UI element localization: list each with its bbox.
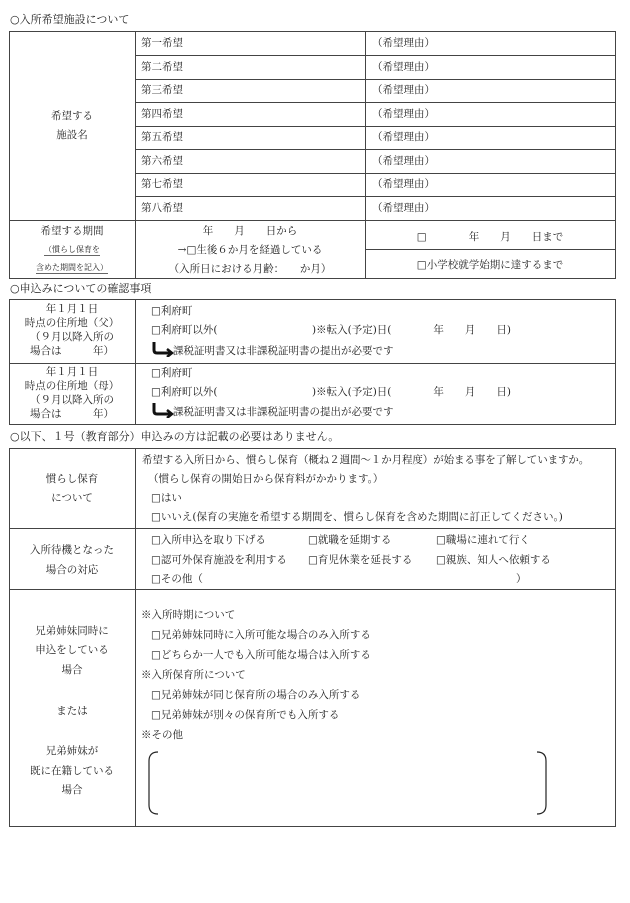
father-label-line: 年１月１日: [45, 303, 99, 315]
section2-heading: ○申込みについての確認事項: [10, 282, 152, 295]
reason-label-3: （希望理由）: [372, 84, 435, 96]
waiting-other-checkbox[interactable]: □その他（: [151, 573, 203, 585]
father-label-line: 場合は 年）: [30, 345, 114, 357]
facility-label-2: 施設名: [56, 129, 88, 141]
father-label-line: 時点の住所地（父）: [24, 317, 120, 329]
nara-no-checkbox[interactable]: □いいえ(保育の実施を希望する期間を、慣らし保育を含めた期間に訂正してください。): [151, 511, 563, 523]
other-heading: ※その他: [141, 729, 183, 741]
period-note-1: （慣らし保育を: [44, 245, 100, 254]
mother-label-line: 時点の住所地（母）: [24, 380, 120, 392]
period-until: □ 年 月 日まで: [416, 231, 564, 243]
table3-sep-1: [9, 528, 616, 529]
nara-question-note: （慣らし保育の開始日から保育料がかかります。）: [148, 473, 384, 485]
place-heading: ※入所保育所について: [141, 669, 246, 681]
table1-col-divider: [135, 31, 136, 278]
mother-rifu-checkbox[interactable]: □利府町: [151, 367, 193, 379]
place-separate-checkbox[interactable]: □兄弟姉妹が別々の保育所でも入所する: [151, 709, 340, 721]
row-sep: [135, 126, 615, 127]
mother-label-line: （９月以降入所の: [30, 394, 114, 406]
table1-top-border: [9, 31, 616, 32]
place-same-checkbox[interactable]: □兄弟姉妹が同じ保育所の場合のみ入所する: [151, 689, 361, 701]
table2-mid-border: [9, 363, 616, 364]
mother-outside-checkbox[interactable]: □利府町以外( )※転入(予定)日( 年 月 日): [151, 386, 511, 398]
waiting-label-2: 場合の対応: [45, 564, 99, 576]
choice-4-label: 第四希望: [141, 108, 183, 120]
period-from: 年 月 日から: [202, 225, 298, 237]
choice-3-label: 第三希望: [141, 84, 183, 96]
period-note-2: 含めた期間を記入）: [36, 263, 108, 272]
period-label: 希望する期間: [40, 225, 104, 237]
reason-label-7: （希望理由）: [372, 178, 435, 190]
reason-label-4: （希望理由）: [372, 108, 435, 120]
section3-heading: ○以下、１号（教育部分）申込みの方は記載の必要はありません。: [10, 430, 340, 443]
other-textarea[interactable]: [146, 750, 549, 816]
table2-bottom-border: [9, 424, 616, 425]
waiting-other-close: ）: [516, 573, 527, 585]
reason-label-2: （希望理由）: [372, 61, 435, 73]
table2-top-border: [9, 299, 616, 300]
timing-heading: ※入所時期について: [141, 609, 236, 621]
siblings-label-or: または: [56, 705, 88, 717]
arrow-icon: [150, 402, 174, 418]
row-sep: [135, 149, 615, 150]
waiting-label-1: 入所待機となった: [30, 544, 114, 556]
mother-label-line: 場合は 年）: [30, 408, 114, 420]
extend-leave-checkbox[interactable]: □育児休業を延長する: [308, 554, 413, 566]
facility-label-1: 希望する: [51, 110, 93, 122]
choice-5-label: 第五希望: [141, 131, 183, 143]
reason-label-1: （希望理由）: [372, 37, 435, 49]
reason-label-6: （希望理由）: [372, 155, 435, 167]
table1-right-border: [615, 31, 616, 278]
siblings-label-1: 兄弟姉妹同時に: [35, 625, 109, 637]
mother-tax-note: 課税証明書又は非課税証明書の提出が必要です: [173, 406, 394, 418]
table1-bottom-border: [9, 278, 616, 279]
period-six-months: →□生後６か月を経過している: [177, 244, 323, 256]
section1-heading: ○入所希望施設について: [10, 13, 130, 26]
table1-left-border: [9, 31, 10, 278]
siblings-label-4: 兄弟姉妹が: [45, 745, 99, 757]
timing-together-checkbox[interactable]: □兄弟姉妹同時に入所可能な場合のみ入所する: [151, 629, 371, 641]
table2-right-border: [615, 299, 616, 424]
siblings-label-3: 場合: [61, 664, 83, 676]
reason-label-8: （希望理由）: [372, 202, 435, 214]
postpone-job-checkbox[interactable]: □就職を延期する: [308, 534, 392, 546]
relatives-checkbox[interactable]: □親族、知人へ依頼する: [436, 554, 551, 566]
period-row-sep: [365, 249, 615, 250]
table3-col-divider: [135, 448, 136, 826]
table3-bottom-border: [9, 826, 616, 827]
choice-2-label: 第二希望: [141, 61, 183, 73]
mother-label-line: 年１月１日: [45, 366, 99, 378]
father-label-line: （９月以降入所の: [30, 331, 114, 343]
row-sep: [135, 55, 615, 56]
siblings-label-5: 既に在籍している: [30, 765, 114, 777]
take-to-work-checkbox[interactable]: □職場に連れて行く: [436, 534, 530, 546]
table3-top-border: [9, 448, 616, 449]
timing-either-checkbox[interactable]: □どちらか一人でも入所可能な場合は入所する: [151, 649, 371, 661]
row-sep: [135, 173, 615, 174]
reason-label-5: （希望理由）: [372, 131, 435, 143]
unlicensed-care-checkbox[interactable]: □認可外保育施設を利用する: [151, 554, 287, 566]
row-sep: [135, 196, 615, 197]
bracket-frame: [146, 750, 549, 816]
row-sep: [135, 102, 615, 103]
siblings-label-2: 申込をしている: [35, 644, 109, 656]
father-outside-checkbox[interactable]: □利府町以外( )※転入(予定)日( 年 月 日): [151, 324, 511, 336]
father-rifu-checkbox[interactable]: □利府町: [151, 305, 193, 317]
nara-yes-checkbox[interactable]: □はい: [151, 492, 182, 504]
choice-1-label: 第一希望: [141, 37, 183, 49]
period-age: （入所日における月齢： か月）: [168, 263, 332, 275]
father-tax-note: 課税証明書又は非課税証明書の提出が必要です: [173, 345, 394, 357]
siblings-label-6: 場合: [61, 784, 83, 796]
period-school-age: □小学校就学始期に達するまで: [416, 259, 564, 271]
arrow-icon: [150, 341, 174, 357]
nara-question: 希望する入所日から、慣らし保育（概ね２週間～１か月程度）が始まる事を了解していますか。: [142, 454, 590, 466]
row-sep: [135, 79, 615, 80]
choice-6-label: 第六希望: [141, 155, 183, 167]
table1-mid-border: [9, 220, 616, 221]
nara-label-1: 慣らし保育: [45, 473, 99, 485]
withdraw-checkbox[interactable]: □入所申込を取り下げる: [151, 534, 266, 546]
table2-col-divider: [135, 299, 136, 424]
table3-right-border: [615, 448, 616, 826]
choice-8-label: 第八希望: [141, 202, 183, 214]
table3-sep-2: [9, 589, 616, 590]
nara-label-2: について: [51, 492, 93, 504]
choice-7-label: 第七希望: [141, 178, 183, 190]
